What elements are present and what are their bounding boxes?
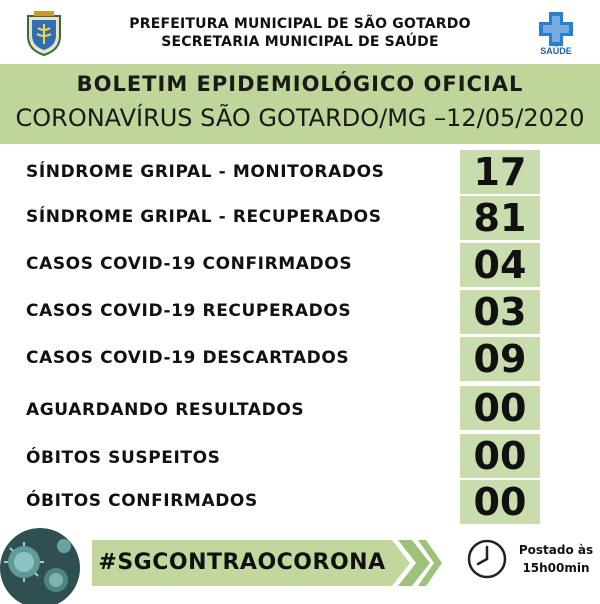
- row-label: ÓBITOS SUSPEITOS: [26, 448, 221, 468]
- row-value: 00: [473, 386, 527, 430]
- header: [0, 0, 600, 64]
- row-value: 04: [473, 243, 527, 287]
- row-label: CASOS COVID-19 RECUPERADOS: [26, 301, 352, 321]
- coronavirus-icon: [0, 524, 86, 604]
- row-label: AGUARDANDO RESULTADOS: [26, 400, 305, 420]
- value-box: [460, 386, 540, 430]
- row-value: 81: [473, 196, 527, 240]
- row-value: 00: [473, 434, 527, 478]
- row-value: 03: [473, 290, 527, 334]
- row-value: 00: [473, 480, 527, 524]
- posted-time: [516, 541, 596, 577]
- bulletin-title: BOLETIM EPIDEMIOLÓGICO OFICIAL: [76, 72, 524, 96]
- posted-label: Postado às: [518, 543, 594, 557]
- value-box: [460, 480, 540, 524]
- row-label: SÍNDROME GRIPAL - MONITORADOS: [26, 162, 385, 182]
- value-box: [460, 150, 540, 194]
- posted-value: 15h00min: [522, 561, 590, 575]
- row-label: SÍNDROME GRIPAL - RECUPERADOS: [26, 207, 382, 227]
- header-secretaria-title: SECRETARIA MUNICIPAL DE SAÚDE: [161, 34, 439, 50]
- row-value: 09: [473, 337, 527, 381]
- value-box: [460, 434, 540, 478]
- value-box: [460, 337, 540, 381]
- row-label: ÓBITOS CONFIRMADOS: [26, 491, 258, 511]
- saude-logo-text: SAÚDE: [540, 46, 572, 56]
- value-box: [460, 290, 540, 334]
- saude-cross-logo-icon: [530, 10, 582, 58]
- bulletin-banner: [0, 64, 600, 144]
- header-prefeitura-title: PREFEITURA MUNICIPAL DE SÃO GOTARDO: [129, 16, 471, 32]
- bulletin-subtitle: CORONAVÍRUS SÃO GOTARDO/MG –12/05/2020: [15, 104, 585, 132]
- hashtag-label: #SGCONTRAOCORONA: [98, 550, 386, 575]
- value-box: [460, 243, 540, 287]
- row-label: CASOS COVID-19 DESCARTADOS: [26, 348, 350, 368]
- value-box: [460, 196, 540, 240]
- clock-icon: [466, 538, 508, 580]
- row-label: CASOS COVID-19 CONFIRMADOS: [26, 254, 353, 274]
- row-value: 17: [473, 150, 527, 194]
